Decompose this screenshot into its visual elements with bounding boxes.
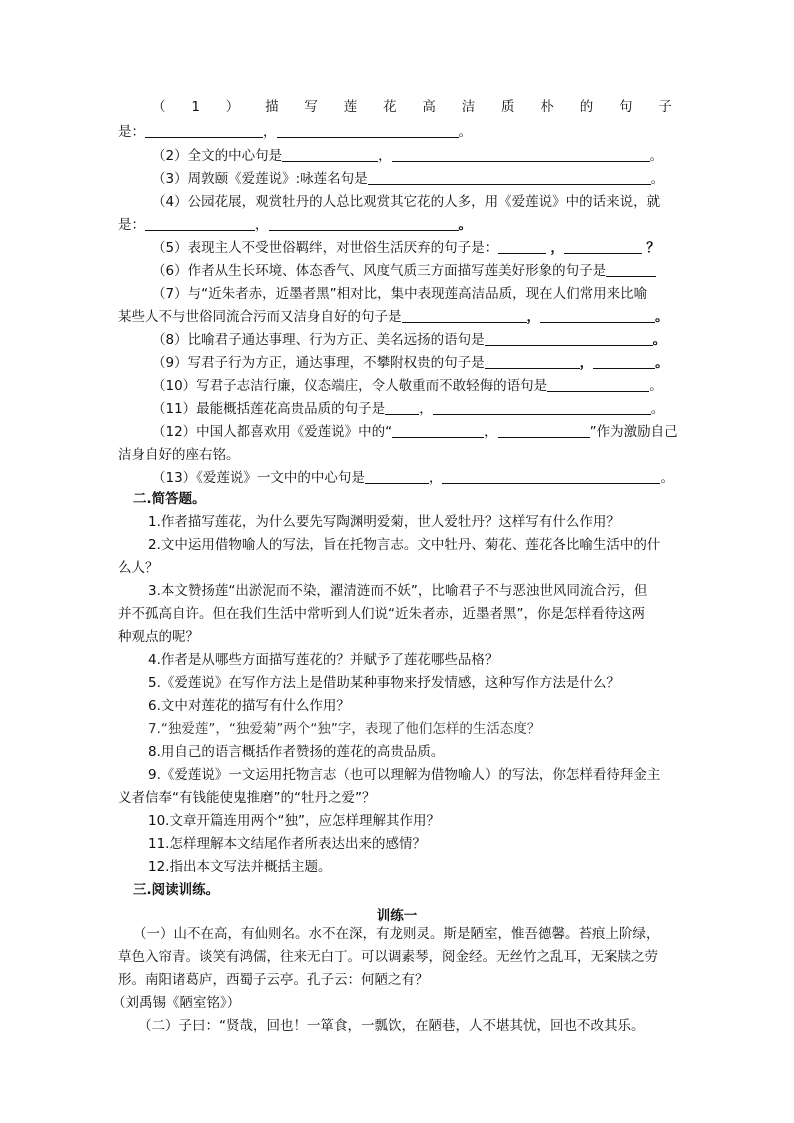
- q13-text: （13）《爱莲说》一文中的中心句是: [152, 470, 365, 486]
- answer-blank[interactable]: [365, 470, 429, 484]
- question-7-line2: 某些人不与世俗同流合污而又洁身自好的句子是 ， 。: [118, 309, 669, 325]
- q1-char: ）: [225, 99, 240, 115]
- qa-item-cont: 种观点的呢？: [118, 629, 199, 645]
- q1-prefix: 是：: [118, 124, 145, 140]
- question-1-line: [152, 98, 678, 117]
- question-11: （11）最能概括莲花高贵品质的句子是 ， 。: [152, 401, 665, 417]
- qa-item: 5.《爱莲说》在写作方法上是借助某种事物来抒发情感，这种写作方法是什么？: [148, 675, 620, 691]
- question-6: [152, 262, 678, 281]
- q5-end: ？: [646, 240, 660, 256]
- qa-item: 8.用自己的语言概括作者赞扬的莲花的高贵品质。: [148, 744, 445, 760]
- qa-item: 9.《爱莲说》一文运用托物言志（也可以理解为借物喻人）的写法，你怎样看待拜金主: [148, 767, 661, 783]
- qa-item: 10.文章开篇连用两个“独”，应怎样理解其作用？: [148, 813, 440, 829]
- answer-blank[interactable]: [392, 424, 484, 438]
- answer-blank[interactable]: [269, 217, 459, 231]
- qa-item-cont: 义者信奉“有钱能使鬼推磨”的“牡丹之爱”？: [118, 790, 376, 806]
- section-3-title: 三.阅读训练。: [133, 882, 220, 898]
- answer-blank[interactable]: [498, 424, 590, 438]
- answer-blank[interactable]: [593, 355, 655, 369]
- q1-char: 朴: [540, 99, 554, 115]
- q8-text: （8）比喻君子通达事理、行为方正、美名远扬的语句是: [152, 332, 485, 348]
- q1-char: 花: [383, 99, 397, 115]
- answer-blank[interactable]: [498, 240, 546, 254]
- answer-blank[interactable]: [385, 401, 419, 415]
- q1-char: （: [152, 99, 166, 115]
- q1-char: 高: [422, 99, 436, 115]
- q7-text-2: 某些人不与世俗同流合污而又洁身自好的句子是: [118, 309, 402, 325]
- qa-item-cont: 么人？: [118, 560, 159, 576]
- passage-1-source: （刘禹锡《陋室铭》）: [112, 995, 241, 1011]
- q1-char: 写: [304, 99, 318, 115]
- question-1-answer-line: [118, 123, 678, 142]
- q9-text: （9）写君子行为方正，通达事理，不攀附权贵的句子是: [152, 355, 485, 371]
- question-4-line1: [152, 193, 678, 212]
- question-12-line1: （12）中国人都喜欢用《爱莲说》中的“ ， ”作为激励自己: [152, 424, 678, 440]
- q10-text: （10）写君子志洁行廉，仪态端庄，令人敬重而不敢轻侮的语句是: [152, 378, 548, 394]
- question-9: （9）写君子行为方正，通达事理，不攀附权贵的句子是 ， 。: [152, 355, 669, 371]
- q5-text: （5）表现主人不受世俗羁绊，对世俗生活厌弃的句子是：: [152, 240, 499, 256]
- q1-char: 句: [619, 99, 633, 115]
- q1-char: 描: [265, 99, 279, 115]
- answer-blank[interactable]: [540, 309, 655, 323]
- q7-text: （7）与“近朱者赤，近墨者黑”相对比，集中表现莲高洁品质，现在人们常用来比喻: [152, 286, 648, 302]
- answer-blank[interactable]: [606, 263, 656, 277]
- exercise-heading: 训练一: [376, 908, 418, 924]
- answer-blank[interactable]: [277, 124, 459, 138]
- answer-blank[interactable]: [547, 378, 649, 392]
- question-7-line1: [152, 285, 678, 304]
- qa-item: 6.文中对莲花的描写有什么作用？: [148, 698, 350, 714]
- qa-item: 11.怎样理解本文结尾作者所表达出来的感情？: [148, 836, 426, 852]
- q1-sep: ，: [263, 124, 277, 140]
- q1-char: 子: [658, 99, 672, 115]
- qa-item: 7.“独爱莲”，“独爱菊”两个“独”字，表现了他们怎样的生活态度？: [148, 721, 541, 737]
- q4-text: （4）公园花展，观赏牡丹的人总比观赏其它花的人多，用《爱莲说》中的话来说，就: [152, 194, 661, 210]
- q12-text-b: ”作为激励自己: [589, 424, 678, 440]
- answer-blank[interactable]: [145, 124, 263, 138]
- question-10: （10）写君子志洁行廉，仪态端庄，令人敬重而不敢轻侮的语句是 。: [152, 378, 663, 394]
- q11-text: （11）最能概括莲花高贵品质的句子是: [152, 401, 386, 417]
- answer-blank[interactable]: [485, 332, 653, 346]
- q3-text: （3）周敦颐《爱莲说》:咏莲名句是: [152, 171, 368, 187]
- q12-text-a: （12）中国人都喜欢用《爱莲说》中的“: [152, 424, 393, 440]
- answer-blank[interactable]: [368, 171, 651, 185]
- q1-char: 质: [501, 99, 515, 115]
- q4-prefix: 是：: [118, 217, 145, 233]
- q1-end: 。: [458, 124, 472, 140]
- passage-1-line: （一）山不在高，有仙则名。水不在深，有龙则灵。斯是陋室，惟吾德馨。苔痕上阶绿，: [133, 926, 660, 942]
- qa-item: 2.文中运用借物喻人的写法，旨在托物言志。文中牡丹、菊花、莲花各比喻生活中的什: [148, 537, 661, 553]
- question-3: （3）周敦颐《爱莲说》:咏莲名句是 。: [152, 171, 665, 187]
- answer-blank[interactable]: [392, 148, 650, 162]
- q6-text: （6）作者从生长环境、体态香气、风度气质三方面描写莲美好形象的句子是: [152, 263, 607, 279]
- q2-text: （2）全文的中心句是: [152, 148, 283, 164]
- q1-char: 洁: [461, 99, 476, 115]
- q12-text-2: 洁身自好的座右铭。: [118, 447, 240, 463]
- qa-item: 4.作者是从哪些方面描写莲花的？并赋予了莲花哪些品格？: [148, 652, 499, 668]
- answer-blank[interactable]: [564, 240, 642, 254]
- q1-char: 1: [191, 99, 200, 115]
- question-2: （2）全文的中心句是 ， 。: [152, 148, 664, 164]
- answer-blank[interactable]: [282, 148, 378, 162]
- q1-char: 莲: [343, 99, 358, 115]
- question-12-line2: [118, 446, 678, 465]
- qa-item: 1.作者描写莲花，为什么要先写陶渊明爱菊，世人爱牡丹？这样写有什么作用？: [148, 514, 620, 530]
- question-5: （5）表现主人不受世俗羁绊，对世俗生活厌弃的句子是： ， ？: [152, 240, 660, 256]
- passage-1-line: 形。南阳诸葛庐，西蜀子云亭。孔子云：何陋之有？: [118, 972, 429, 988]
- answer-blank[interactable]: [433, 401, 651, 415]
- answer-blank[interactable]: [442, 470, 660, 484]
- answer-blank[interactable]: [145, 217, 255, 231]
- passage-1-line: 草色入帘青。谈笑有鸿儒，往来无白丁。可以调素琴，阅金经。无丝竹之乱耳，无案牍之劳: [118, 949, 658, 965]
- q1-char: 的: [579, 99, 594, 115]
- passage-2-line: （二）子曰：“贤哉，回也！一箪食，一瓢饮，在陋巷，人不堪其忧，回也不改其乐。: [138, 1018, 645, 1034]
- question-1-spread: [152, 98, 672, 117]
- question-4-line2: 是： ， 。: [118, 217, 472, 233]
- qa-item: 3.本文赞扬莲“出淤泥而不染，濯清涟而不妖”，比喻君子不与恶浊世风同流合污，但: [148, 583, 648, 599]
- section-2-title: 二.简答题。: [133, 491, 206, 507]
- qa-item: 12.指出本文写法并概括主题。: [148, 859, 332, 875]
- qa-item-cont: 并不孤高自许。但在我们生活中常听到人们说“近朱者赤，近墨者黑”，你是怎样看待这两: [118, 606, 645, 622]
- question-13: （13）《爱莲说》一文中的中心句是 ， 。: [152, 470, 674, 486]
- question-8: （8）比喻君子通达事理、行为方正、美名远扬的语句是 。: [152, 332, 667, 348]
- answer-blank[interactable]: [402, 309, 527, 323]
- answer-blank[interactable]: [485, 355, 580, 369]
